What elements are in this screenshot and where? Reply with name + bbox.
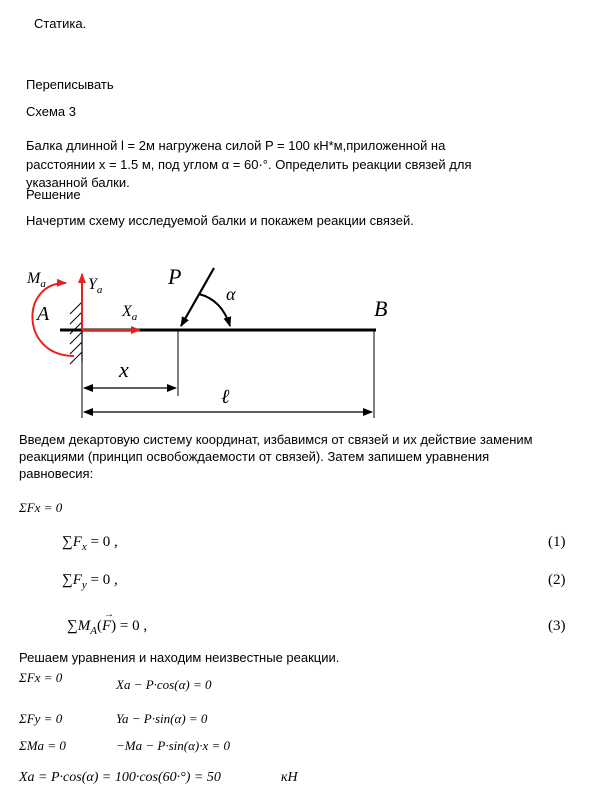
solution-eq-3-left: ΣMa = 0 bbox=[19, 738, 66, 753]
body-paragraph-2: Решаем уравнения и находим неизвестные реакции. bbox=[19, 650, 340, 665]
solution-eq-2-left: ΣFy = 0 bbox=[19, 711, 63, 726]
equation-1-number: (1) bbox=[548, 534, 566, 550]
label-x: x bbox=[119, 357, 129, 382]
body-paragraph-line-1: Введем декартовую систему координат, избавимся от связей и их действие заменим bbox=[19, 432, 533, 447]
problem-line-3: указанной балки. bbox=[26, 175, 130, 190]
equation-2-number: (2) bbox=[548, 572, 566, 588]
label-ma: $M_a$ bbox=[27, 270, 46, 290]
result-unit: кН bbox=[281, 770, 298, 785]
scheme-label: Схема 3 bbox=[26, 104, 76, 119]
equation-1: $\sum F_x = 0$ , bbox=[62, 534, 118, 553]
body-paragraph-line-3: равновесия: bbox=[19, 466, 94, 481]
solution-eq-3-right: −Ma − P·sin(α)·x = 0 bbox=[116, 738, 231, 753]
note-text: Переписывать bbox=[26, 77, 114, 92]
solution-eq-1-right: Xa − P·cos(α) = 0 bbox=[116, 677, 212, 692]
solution-eq-2-right: Ya − P·sin(α) = 0 bbox=[116, 711, 208, 726]
equation-sum-fx-small: ΣFx = 0 bbox=[19, 500, 63, 515]
equation-2: $\sum F_y = 0$ , bbox=[62, 572, 118, 591]
solution-intro: Начертим схему исследуемой балки и покажем реакции связей. bbox=[26, 213, 414, 228]
label-a: A bbox=[37, 303, 50, 325]
label-b: B bbox=[374, 296, 388, 321]
page-title: Статика. bbox=[34, 16, 87, 31]
result-equation: Xa = P·cos(α) = 100·cos(60·°) = 50 bbox=[19, 770, 221, 785]
equation-3-number: (3) bbox=[548, 618, 566, 634]
label-ya: $Y_a$ bbox=[88, 276, 103, 296]
label-alpha: α bbox=[226, 284, 236, 304]
problem-line-1: Балка длинной l = 2м нагружена силой P = 100 кН*м,приложенной на bbox=[26, 138, 446, 153]
problem-line-2: расстоянии x = 1.5 м, под углом α = 60·°. Определить реакции связей для bbox=[26, 157, 472, 172]
label-l: ℓ bbox=[221, 386, 230, 408]
equation-3: $\sum M_A(F$ → ) = 0 , bbox=[67, 609, 148, 637]
label-p: P bbox=[168, 264, 182, 289]
solution-heading: Решение bbox=[26, 187, 81, 202]
body-paragraph-line-2: реакциями (принцип освобождаемости от связей). Затем запишем уравнения bbox=[19, 449, 490, 464]
solution-eq-1-left: ΣFx = 0 bbox=[19, 670, 63, 685]
label-xa: $X_a$ bbox=[122, 303, 138, 323]
